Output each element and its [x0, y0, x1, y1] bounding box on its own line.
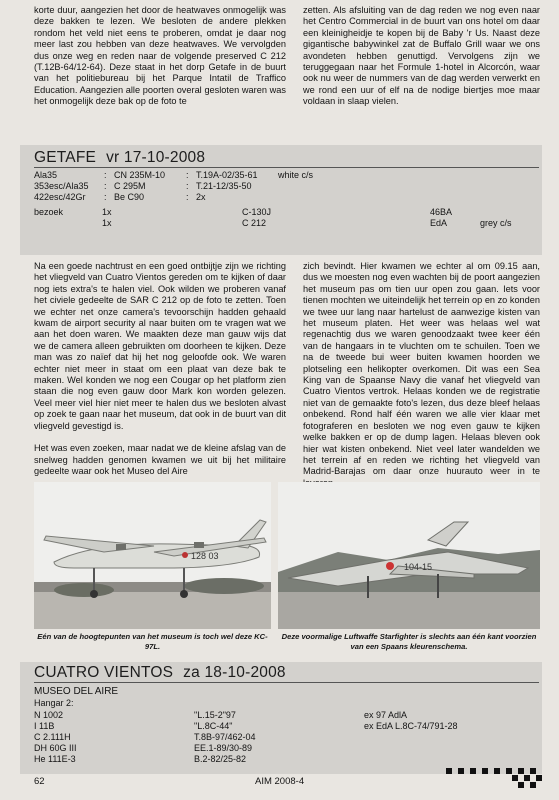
getafe-visitor-count: 1x [102, 218, 112, 228]
getafe-row-colon: : [186, 181, 189, 191]
cuatro-row-serial: EE.1-89/30-89 [194, 743, 253, 753]
body-right-column [303, 261, 540, 500]
body-paragraph: Na een goede nachtrust en een goed ontbijtje zijn we richting het vliegveld van Cuatro Vientos gereden om te kijken of daar nog iets extra's te halen viel. Ook wilden we proberen vanaf het civiele gedeelte de SAR C 212 op de foto te zetten. Toen we echter net onze camera's tevoorschijn hadden gehaald kwam de airport security al naar buiten om te vragen wat we aan het doen waren. We maakten deze man gauw wijs dat we de camera alleen gebruikten om doorheen te kijken. Deze man was zo naïef dat hij het nog geloofde ook. We waren echter niet meer in staat om een plaat van deze bak te maken. Wel konden we nog een Cougar op het platform zien staan die nog even gauw door Mark kon worden gelezen. Veel meer viel hier niet meer te halen dus we besloten alvast op zoek te gaan naar het museum, dat ook in de buurt van dit vliegveld gevestigd is. [34, 261, 286, 431]
getafe-row-serials: T.19A-02/35-61 [196, 170, 258, 180]
getafe-visitor-serial: 46BA [430, 207, 453, 217]
getafe-row-unit: 353esc/Ala35 [34, 181, 89, 191]
getafe-visitors-label: bezoek [34, 207, 64, 217]
cuatro-row-serial: "L.15-2"97 [194, 710, 236, 720]
getafe-table [34, 170, 542, 250]
body-paragraph: Het was even zoeken, maar nadat we de kleine afslag van de snelweg hadden genomen kwamen we uit bij het militaire gedeelte waar ook het Museo del Aire [34, 443, 286, 476]
body-paragraph: zich bevindt. Hier kwamen we echter al om 09.15 aan, dus we moesten nog even wachten bij de poort aangezien het museum pas om tien uur open zou gaan. Iets voor tienen mochten we uiteindelijk het terrein op en zo konden we twee uur lang naar hartelust de aanwezige kisten van het museum platen. Het weer was helaas wel wat regenachtig dus we waren genoodzaakt twee keer één van de hangaars in te vluchten om te schuilen. Toen we na de tweede bui weer buiten kwamen hoorden we plotseling een helikopter overkomen. Dit was een Sea King van de Spaanse Navy die vanaf het vliegveld van Cuatro Vientos vertrok. Helaas konden we de registratie niet van de gemaakte foto's lezen, dus deze bleef helaas onbekend. Rond half één waren we alle vier klaar met fotograferen en besloten we nog even gauw te kijken welke bakken er op de dump lagen. Helaas bleven ook hier wat kisten onbekend. Niet veel later wandelden we het terrein af en reden we richting het vliegveld van Madrid-Barajas om daar onze huurauto weer in te [303, 261, 540, 477]
kc97-illustration [34, 482, 271, 629]
cuatro-row-type: C 2.111H [34, 732, 71, 742]
body-left-column [34, 261, 286, 488]
starfighter-illustration [278, 482, 540, 629]
cuatro-row-serial: T.8B-97/462-04 [194, 732, 256, 742]
cuatro-row-note: ex 97 AdlA [364, 710, 408, 720]
starfighter-photo [278, 482, 540, 629]
getafe-row-type: Be C90 [114, 192, 145, 202]
cuatro-divider [34, 682, 539, 683]
starfighter-marking: 104-15 [404, 562, 433, 572]
getafe-row-serials: 2x [196, 192, 206, 202]
cuatro-row-type: N 1002 [34, 710, 64, 720]
getafe-row-serials: T.21-12/35-50 [196, 181, 252, 191]
checkered-flag-icon [446, 768, 542, 788]
kc97-caption: Eén van de hoogtepunten van het museum is toch wel deze KC-97L. [37, 632, 268, 651]
getafe-row-colon: : [104, 181, 107, 191]
cuatro-row-serial: B.2-82/25-82 [194, 754, 247, 764]
cuatro-hangar: Hangar 2: [34, 698, 74, 708]
intro-left-column [34, 5, 286, 119]
cuatro-title: CUATRO VIENTOS [34, 664, 174, 681]
getafe-title: GETAFE [34, 149, 97, 166]
intro-right-column [303, 5, 540, 119]
getafe-row-colon: : [104, 170, 107, 180]
cuatro-heading [34, 664, 286, 682]
cuatro-table [34, 686, 542, 772]
getafe-row-colon: : [186, 192, 189, 202]
getafe-visitor-type: C-130J [242, 207, 272, 217]
page-number: 62 [34, 776, 45, 787]
getafe-heading [34, 149, 205, 167]
getafe-visitor-type: C 212 [242, 218, 267, 228]
cuatro-museum: MUSEO DEL AIRE [34, 686, 119, 697]
getafe-visitor-count: 1x [102, 207, 112, 217]
getafe-row-note: white c/s [278, 170, 314, 180]
intro-left-text: korte duur, aangezien het door de heatwaves onmogelijk was deze bakken te lezen. We besloten de andere plekken rondom het veld niet eens te proberen, omdat je daar nog meer last zou hebben van deze heatwaves. We vervolgden dus onze weg en reden naar de volgende preserved C 212 (T.12B-64/12-64). Deze staat in het dorp Getafe in de buurt van het politiebureau bij het Parque Intatil de Traffico Education. Aangezien alle poorten overal gesloten waren was het onmogelijk deze bak op de foto te [34, 5, 286, 107]
getafe-visitor-note: grey c/s [480, 218, 512, 228]
getafe-visitor-serial: EdA [430, 218, 448, 228]
getafe-row-colon: : [186, 170, 189, 180]
getafe-date: vr 17-10-2008 [106, 149, 206, 166]
getafe-row-type: C 295M [114, 181, 146, 191]
cuatro-row-type: DH 60G III [34, 743, 77, 753]
cuatro-date: za 18-10-2008 [183, 664, 286, 681]
magazine-issue: AIM 2008-4 [255, 776, 305, 787]
kc97-marking: 128 03 [191, 551, 219, 561]
cuatro-row-serial: "L.8C-44" [194, 721, 233, 731]
kc97-photo [34, 482, 271, 629]
cuatro-row-type: He 111E-3 [34, 754, 76, 764]
starfighter-caption: Deze voormalige Luftwaffe Starfighter is slechts aan één kant voorzien van een Spaans kleurenschema. [281, 632, 537, 651]
getafe-row-unit: 422esc/42Gr [34, 192, 86, 202]
getafe-row-type: CN 235M-10 [114, 170, 166, 180]
getafe-row-colon: : [104, 192, 107, 202]
intro-right-text: zetten. Als afsluiting van de dag reden we nog even naar het Centro Commercial in de buurt van ons hotel om daar een kleinigheidje te kopen bij de Baby 'r Us. Naast deze gigantische babywinkel zat de Buffalo Grill waar we ons avondeten hebben genuttigd. Vervolgens zijn we teruggegaan naar het Formule 1-hotel in Alcorcón, waar ook nu weer de nummers van de dag werden verwerkt en we rond een uur of elf na de nodige biertjes moe maar voldaan in slaap vielen. [303, 5, 540, 107]
getafe-row-unit: Ala35 [34, 170, 58, 180]
cuatro-row-note: ex EdA L.8C-74/791-28 [364, 721, 458, 731]
cuatro-row-type: I 11B [34, 721, 55, 731]
getafe-divider [34, 167, 539, 168]
